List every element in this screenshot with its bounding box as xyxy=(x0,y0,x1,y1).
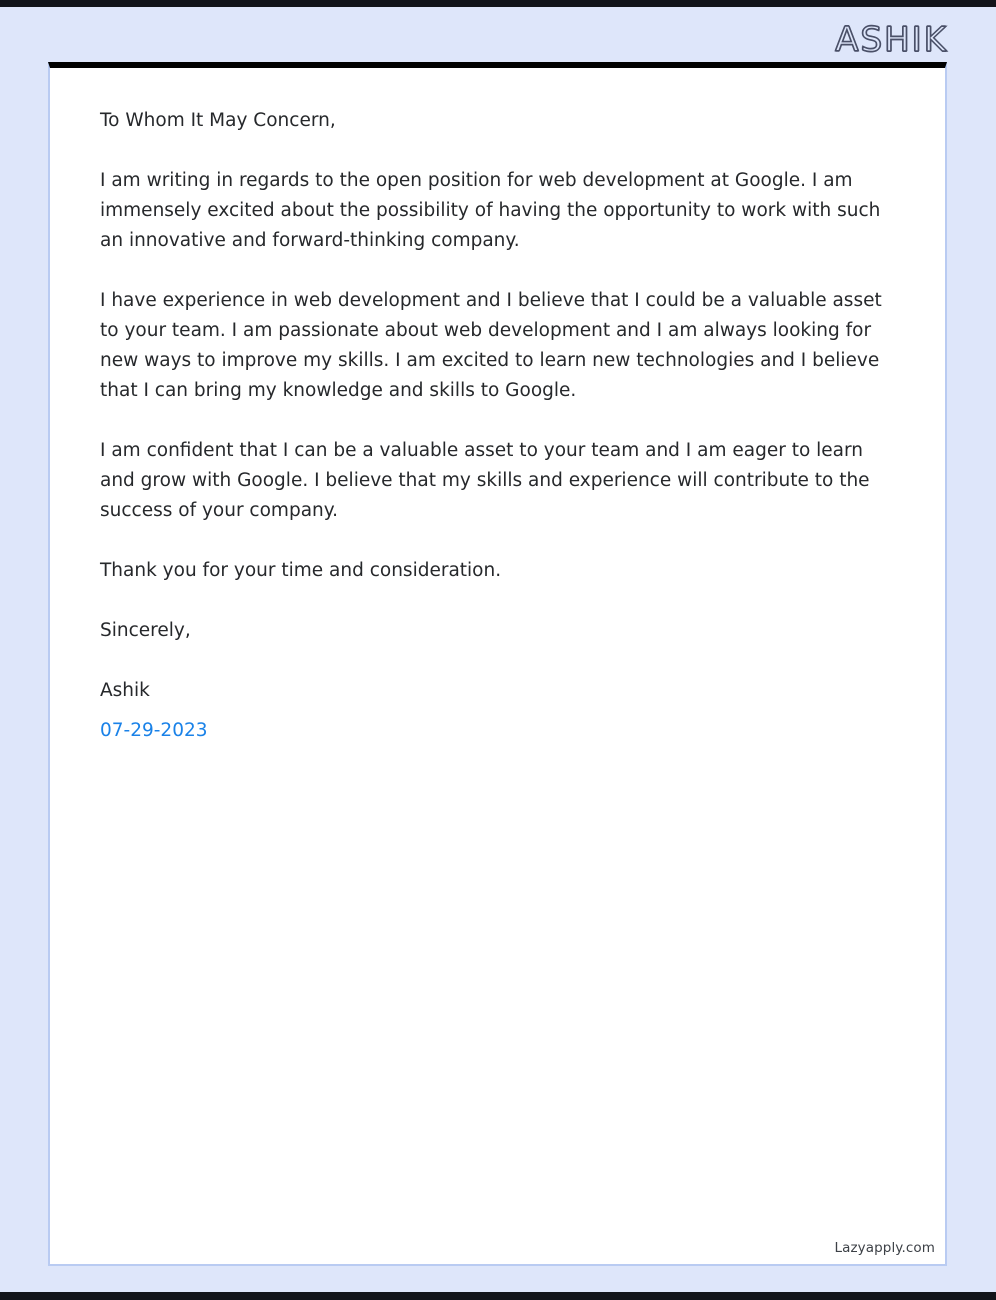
letter-signer-name: Ashik xyxy=(100,680,150,701)
letter-paragraph-2: I have experience in web development and I believe that I could be a valuable asset to your team. I am passionate about web development and I am always looking for new ways to improve my skills. I am excited to learn new technologies and I believe that I can bring my knowledge and skills to Google. xyxy=(100,290,882,401)
letter-paragraph-3: I am confident that I can be a valuable asset to your team and I am eager to learn and grow with Google. I believe that my skills and experience will contribute to the success of your company. xyxy=(100,440,870,521)
letter-body xyxy=(50,68,945,746)
letter-salutation: To Whom It May Concern, xyxy=(100,110,336,131)
cover-letter-card xyxy=(48,62,947,1266)
footer-credit: Lazyapply.com xyxy=(834,1240,935,1256)
letter-paragraph-4: Thank you for your time and consideration. xyxy=(100,560,502,581)
brand-wordmark: ASHIK xyxy=(835,20,948,60)
paper-background xyxy=(0,7,996,1292)
letter-closing: Sincerely, xyxy=(100,620,191,641)
letter-date: 07-29-2023 xyxy=(100,720,208,741)
letter-paragraph-1: I am writing in regards to the open position for web development at Google. I am immensely excited about the possibility of having the opportunity to work with such an innovative and forward-thinking company. xyxy=(100,170,881,251)
